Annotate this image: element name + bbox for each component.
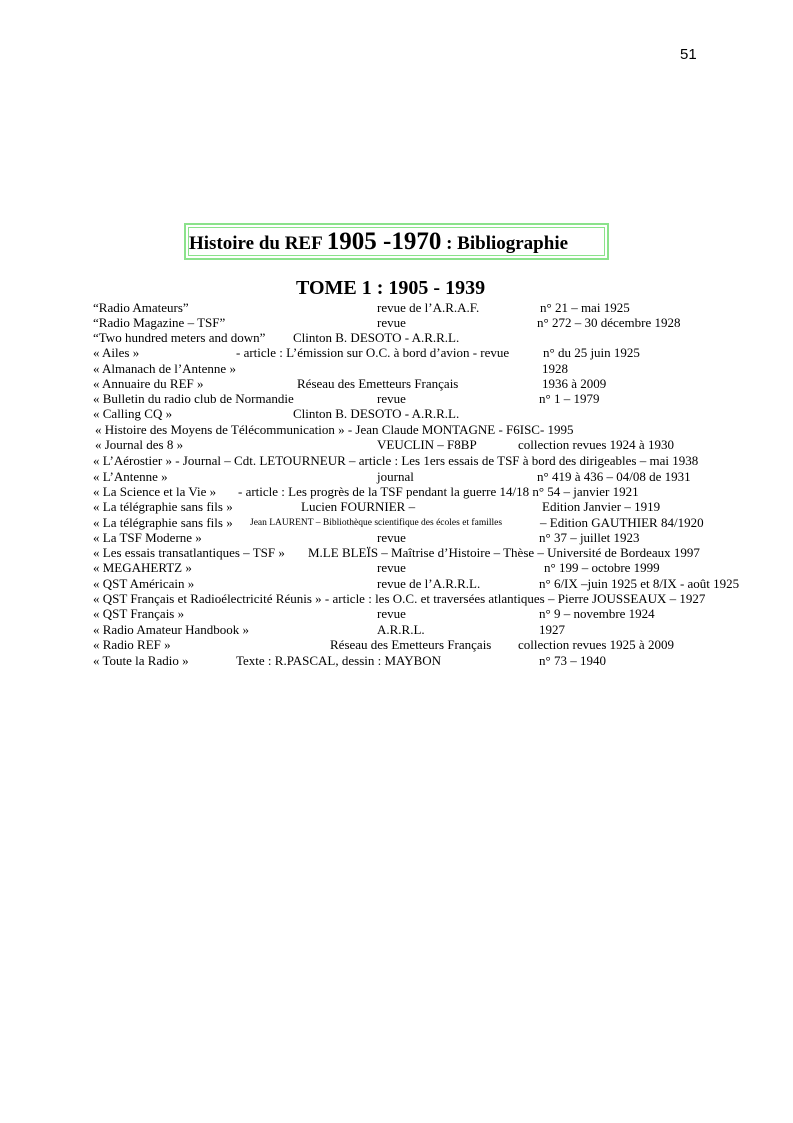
entry-title: « Radio REF » xyxy=(93,637,171,652)
entry-source: VEUCLIN – F8BP xyxy=(377,437,477,452)
entry-title: « QST Américain » xyxy=(93,576,195,591)
entry-source: revue xyxy=(377,391,406,406)
entry-title: « Bulletin du radio club de Normandie xyxy=(93,391,294,406)
entry-source: revue xyxy=(377,530,406,545)
list-item xyxy=(0,653,793,669)
list-item xyxy=(0,422,793,438)
entry-date: n° 1 – 1979 xyxy=(539,391,600,406)
list-item xyxy=(0,576,793,592)
list-item xyxy=(0,606,793,622)
entry-source: M.LE BLEÏS – Maîtrise d’Histoire – Thèse – Université de Bordeaux 1997 xyxy=(308,545,700,560)
entry-source: Clinton B. DESOTO - A.R.R.L. xyxy=(293,330,460,345)
entry-source: Réseau des Emetteurs Français xyxy=(330,637,492,652)
entry-source: - article : Les progrès de la TSF pendant la guerre 14/18 n° 54 – janvier 1921 xyxy=(238,484,639,499)
entry-date: n° 73 – 1940 xyxy=(539,653,606,668)
page-title xyxy=(189,228,568,258)
entry-source: Texte : R.PASCAL, dessin : MAYBON xyxy=(236,653,442,668)
entry-title: « Radio Amateur Handbook » xyxy=(93,622,249,637)
page-number: 51 xyxy=(680,46,697,63)
entry-title: « Annuaire du REF » xyxy=(93,376,204,391)
entry-date: n° 6/IX –juin 1925 et 8/IX - août 1925 xyxy=(539,576,740,591)
entry-title: « L’Antenne » xyxy=(93,469,168,484)
list-item xyxy=(0,591,793,607)
list-item xyxy=(0,622,793,638)
entry-title: « QST Français » xyxy=(93,606,185,621)
entry-source: A.R.R.L. xyxy=(377,622,425,637)
list-item xyxy=(0,499,793,515)
list-item xyxy=(0,530,793,546)
entry-date: n° 199 – octobre 1999 xyxy=(544,560,660,575)
entry-source: Réseau des Emetteurs Français xyxy=(297,376,459,391)
entry-date: collection revues 1925 à 2009 xyxy=(518,637,674,652)
list-item xyxy=(0,437,793,453)
entry-source: revue de l’A.R.A.F. xyxy=(377,300,480,315)
list-item xyxy=(0,330,793,346)
entry-title: « Histoire des Moyens de Télécommunication » - Jean Claude MONTAGNE - F6ISC- 1995 xyxy=(95,422,574,437)
entry-title: « Toute la Radio » xyxy=(93,653,189,668)
entry-title: « La TSF Moderne » xyxy=(93,530,202,545)
list-item xyxy=(0,484,793,500)
entry-date: 1936 à 2009 xyxy=(542,376,607,391)
list-item xyxy=(0,637,793,653)
entry-date: collection revues 1924 à 1930 xyxy=(518,437,674,452)
entry-title: « Ailes » xyxy=(93,345,140,360)
list-item xyxy=(0,376,793,392)
entry-date: 1927 xyxy=(539,622,565,637)
entry-title: « Calling CQ » xyxy=(93,406,173,421)
entry-date: n° 37 – juillet 1923 xyxy=(539,530,640,545)
list-item xyxy=(0,560,793,576)
entry-date: n° 9 – novembre 1924 xyxy=(539,606,655,621)
title-part-1: Histoire du REF xyxy=(189,233,323,254)
list-item xyxy=(0,453,793,469)
entry-source: Lucien FOURNIER – xyxy=(301,499,416,514)
list-item xyxy=(0,345,793,361)
entry-source: revue xyxy=(377,315,406,330)
title-years: 1905 -1970 xyxy=(326,228,442,255)
entry-date: n° du 25 juin 1925 xyxy=(543,345,640,360)
entry-date: n° 21 – mai 1925 xyxy=(540,300,630,315)
entry-source: journal xyxy=(377,469,414,484)
list-item xyxy=(0,300,793,316)
entry-title: « Journal des 8 » xyxy=(95,437,184,452)
entry-source: - article : L’émission sur O.C. à bord d’avion - revue xyxy=(236,345,510,360)
list-item xyxy=(0,315,793,331)
list-item xyxy=(0,361,793,377)
entry-source: revue de l’A.R.R.L. xyxy=(377,576,481,591)
list-item xyxy=(0,515,793,531)
entry-title: « QST Français et Radioélectricité Réunis » - article : les O.C. et traversées atlantiques – Pierre JOUSSEAUX – 1927 xyxy=(93,591,706,606)
entry-date: 1928 xyxy=(542,361,568,376)
entry-publisher: – Edition GAUTHIER 84/1920 xyxy=(540,515,704,530)
tome-heading: TOME 1 : 1905 - 1939 xyxy=(296,277,486,299)
entry-source: Jean LAURENT – Bibliothèque scientifique des écoles et familles xyxy=(250,518,503,528)
entry-source: Clinton B. DESOTO - A.R.R.L. xyxy=(293,406,460,421)
entry-title: « La Science et la Vie » xyxy=(93,484,217,499)
entry-title: « La télégraphie sans fils » xyxy=(93,499,233,514)
entry-title: “Radio Amateurs” xyxy=(93,300,189,315)
entry-date: Edition Janvier – 1919 xyxy=(542,499,661,514)
entry-title: « L’Aérostier » - Journal – Cdt. LETOURNEUR – article : Les 1ers essais de TSF à bord des dirigeables – mai 1938 xyxy=(93,453,699,468)
list-item xyxy=(0,406,793,422)
entry-source: revue xyxy=(377,606,406,621)
entry-date: n° 419 à 436 – 04/08 de 1931 xyxy=(537,469,691,484)
entry-title: “Radio Magazine – TSF” xyxy=(93,315,226,330)
entry-source: revue xyxy=(377,560,406,575)
entry-title: « La télégraphie sans fils » xyxy=(93,515,233,530)
list-item xyxy=(0,469,793,485)
entry-title: « MEGAHERTZ » xyxy=(93,560,192,575)
list-item xyxy=(0,391,793,407)
entry-title: « Almanach de l’Antenne » xyxy=(93,361,236,376)
list-item xyxy=(0,545,793,561)
title-part-2: : Bibliographie xyxy=(446,233,569,254)
entry-title: “Two hundred meters and down” xyxy=(93,330,266,345)
entry-title: « Les essais transatlantiques – TSF » xyxy=(93,545,285,560)
entry-date: n° 272 – 30 décembre 1928 xyxy=(537,315,681,330)
